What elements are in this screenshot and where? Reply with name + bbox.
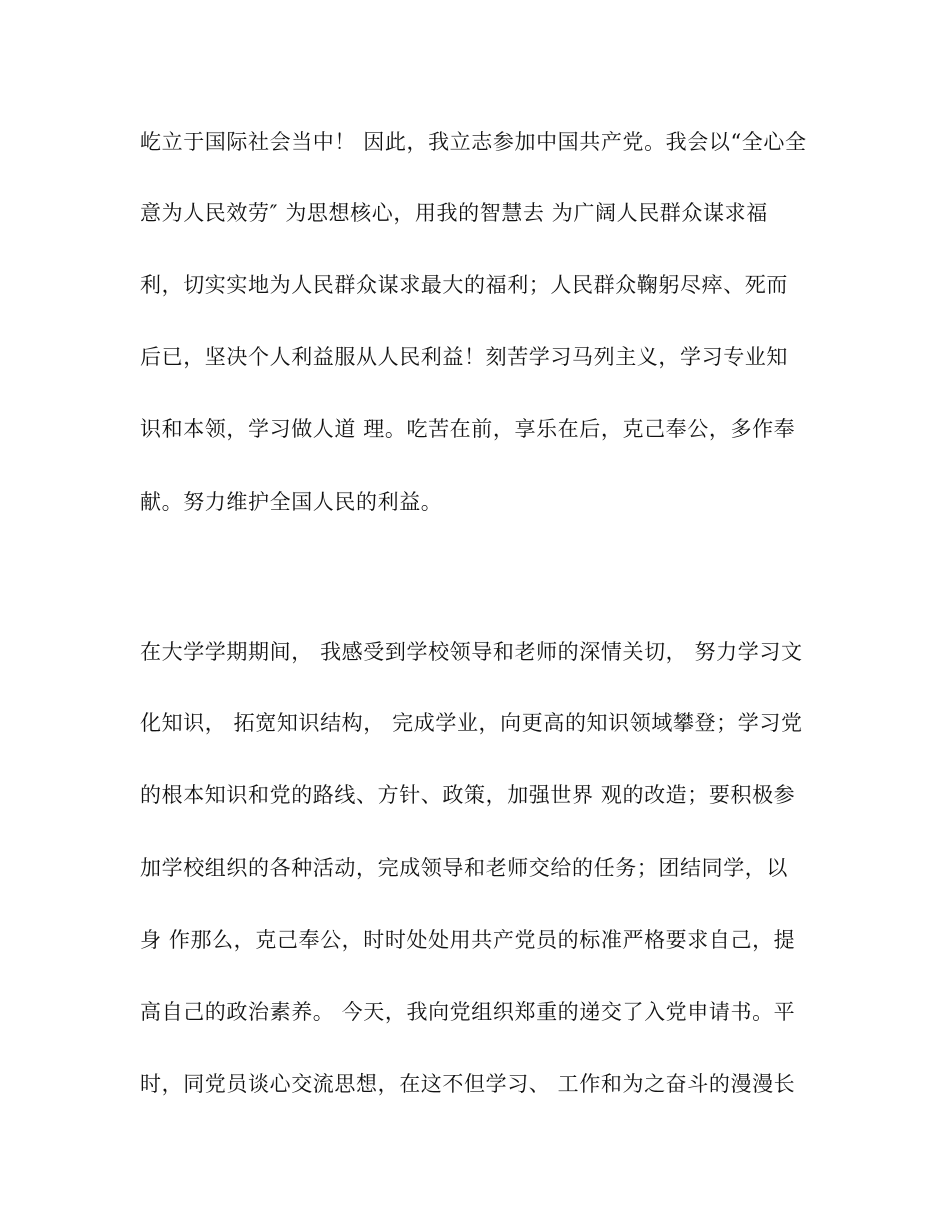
text-line: 在大学学期期间， 我感受到学校领导和老师的深情关切， 努力学习文 bbox=[140, 640, 803, 664]
text-line: 的根本知识和党的路线、方针、政策，加强世界 观的改造；要积极参 bbox=[140, 783, 796, 807]
text-line: 化知识， 拓宽知识结构， 完成学业，向更高的知识领域攀登；学习党 bbox=[140, 711, 803, 735]
text-line: 时，同党员谈心交流思想，在这不但学习、 工作和为之奋斗的漫漫长 bbox=[140, 1072, 796, 1096]
text-line: 高自己的政治素养。 今天，我向党组织郑重的递交了入党申请书。平 bbox=[140, 1000, 796, 1024]
text-line: 献。努力维护全国人民的利益。 bbox=[140, 490, 443, 514]
text-line: 屹立于国际社会当中！ 因此，我立志参加中国共产党。我会以“全心全 bbox=[140, 130, 807, 154]
text-line: 加学校组织的各种活动，完成领导和老师交给的任务；团结同学，以 bbox=[140, 856, 788, 880]
text-line: 利，切实实地为人民群众谋求最大的福利；人民群众鞠躬尽瘁、死而 bbox=[140, 273, 788, 297]
text-line: 识和本领，学习做人道 理。吃苦在前，享乐在后，克己奉公，多作奉 bbox=[140, 417, 796, 441]
text-line: 意为人民效劳″ 为思想核心，用我的智慧去 为广阔人民群众谋求福 bbox=[140, 201, 768, 225]
text-line: 身 作那么，克己奉公，时时处处用共产党员的标准严格要求自己，提 bbox=[140, 928, 796, 952]
text-line: 后已，坚决个人利益服从人民利益！刻苦学习马列主义，学习专业知 bbox=[140, 345, 788, 369]
